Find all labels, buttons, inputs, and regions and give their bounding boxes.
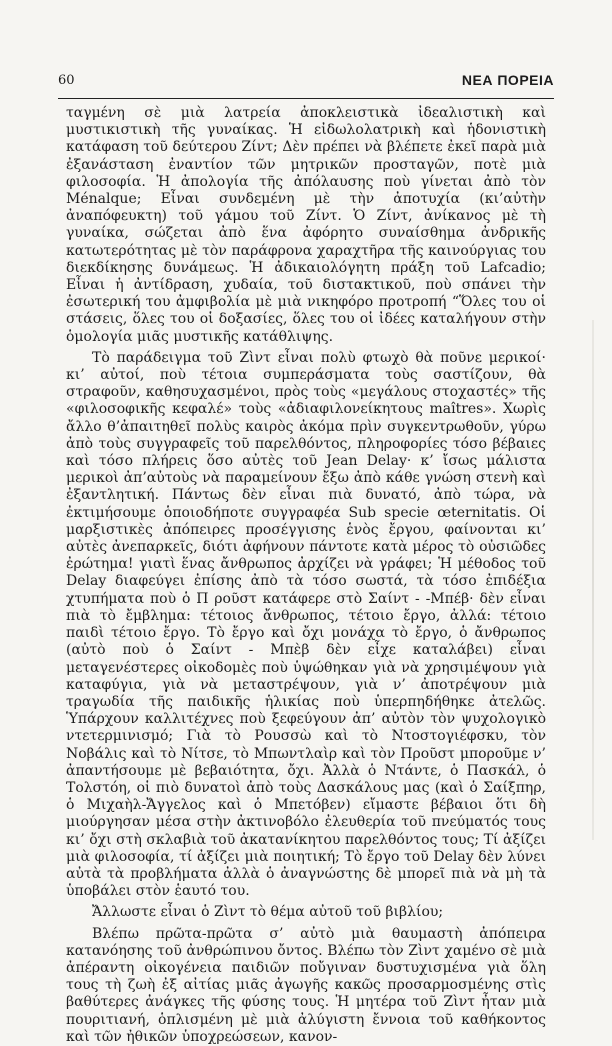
paragraph-3: Ἄλλωστε εἶναι ὁ Ζὶντ τὸ θέμα αὐτοῦ τοῦ βιβλίου; xyxy=(92,904,444,921)
journal-title: ΝΕΑ ΠΟΡΕΙΑ xyxy=(461,72,554,88)
article-body xyxy=(66,105,546,1046)
paragraph-2: Τὸ παράδειγμα τοῦ Ζὶντ εἶναι πολὺ φτωχὸ θὰ ποῦνε μερικοί· κι’ αὐτοί, ποὺ τέτοια συμπεράσματα τοὺς σαστίζουν, θὰ στραφοῦν, καθησυχασμένοι, πρὸς τοὺς «μεγάλους στοχαστές» τῆς «φιλοσοφικῆς κεφαλέ» τοὺς «ἀδιαφιλονείκητους maîtres». Χωρὶς ἄλλο θ’ἀπαιτηθεῖ πολὺς καιρὸς ἀκόμα πρὶν συγκεντρωθοῦν, γύρω ἀπὸ τοὺς συγγραφεῖς τοῦ παρελθόντος, πληροφορίες τόσο βέβαιες καὶ τόσο πλήρεις ὅσο αὐτὲς τοῦ Jean Delay· κ’ ἴσως μάλιστα μερικοὶ ἀπ’αὐτοὺς νὰ παραμείνουν ἔξω ἀπὸ κάθε γνώση στενὴ καὶ ἐξαντλητική. Πάντως δὲν εἶναι πιὰ δυνατό, ἀπὸ τώρα, νὰ ἐκτιμήσουμε ὁποιοδήποτε συγγραφέα Sub specie œternitatis. Οἱ μαρξιστικὲς ἀπόπειρες προσέγγισης ἑνὸς ἔργου, φαίνονται κι’ αὐτὲς ἀνεπαρκεῖς, διότι ἀφήνουν πάντοτε κατὰ μέρος τὸ οὐσιῶδες ἐρώτημα! γιατὶ ἕνας ἄνθρωπος ἀρχίζει νὰ γράφει; Ἡ μέθοδος τοῦ Delay διαφεύγει ἐπίσης ἀπὸ τὰ τόσο σωστά, τὰ τόσο ἐπιδέξια χτυπήματα ποὺ ὁ Π ροῦστ κατάφερε στὸ Σαίντ - -Μπέβ· δὲν εἶναι πιὰ τὸ ἔμβλημα: τέτοιος ἄνθρωπος, τέτοιο ἔργο, ἀλλά: τέτοιο παιδὶ τέτοιο ἔργο. Τὸ ἔργο καὶ ὄχι μονάχα τὸ ἔργο, ὁ ἄνθρωπος (αὐτὸ ποὺ ὁ Σαίντ - Μπὲβ δὲν εἶχε καταλάβει) εἶναι μεταγενέστερες οἰκοδομὲς ποὺ ὑψώθηκαν γιὰ νὰ χρησιμέψουν γιὰ καταφύγια, γιὰ νὰ μεταστρέψουν, γιὰ ν’ ἀποτρέψουν μιὰ τραγωδία τῆς παιδικῆς ἡλικίας ποὺ ὑπερπηδήθηκε ἀτελῶς. Ὑπάρχουν καλλιτέχνες ποὺ ξεφεύγουν ἀπ’ αὐτὸν τὸν ψυχολογικὸ ντετερμινισμό; Γιὰ τὸ Ρουσσὼ καὶ τὸ Ντοστογιέφσκυ, τὸν Νοβάλις καὶ τὸ Νίτσε, τὸ Μπωντλαὶρ καὶ τὸν Προῦστ μποροῦμε ν’ ἀπαντήσουμε μὲ βεβαιότητα, ὄχι. Ἀλλὰ ὁ Ντάντε, ὁ Πασκάλ, ὁ Τολστόη, οἱ πιὸ δυνατοὶ ἀπὸ τοὺς Δασκάλους μας (καὶ ὁ Σαίξπηρ, ὁ Μιχαὴλ-Ἄγγελος καὶ ὁ Μπετόβεν) εἴμαστε βέβαιοι ὅτι δὴ μιούργησαν μέσα στὴν ἀκτινοβόλο ἐλευθερία τοῦ πνεύματός τους κι’ ὄχι στὴ σκλαβιὰ τοῦ ἀκατανίκητου παρελθόντος τους; Τί ἀξίζει μιὰ φιλοσοφία, τί ἀξίζει μιὰ ποιητική; Τὸ ἔργο τοῦ Delay δὲν λύνει αὐτὰ τὰ προβλήματα ἀλλὰ ὁ ἀναγνώστης δὲ μπορεῖ πιὰ νὰ μὴ τὰ ὑποβάλει στὸν ἑαυτό του. xyxy=(66,349,546,900)
paragraph-1: ταγμένη σὲ μιὰ λατρεία ἀποκλειστικὰ ἰδεαλιστικὴ καὶ μυστικιστικὴ τῆς γυναίκας. Ἡ εἰδωλολατρικὴ καὶ ἡδονιστικὴ κατάφαση τοῦ δεύτερου Ζίντ; Δὲν πρέπει νὰ βλέπετε ἐκεῖ παρὰ μιὰ ἐξανάσταση ἐναντίον τῶν μητρικῶν προσταγῶν, ποτὲ μιὰ φιλοσοφία. Ἡ ἀπολογία τῆς ἀπόλαυσης ποὺ γίνεται ἀπὸ τὸν Ménalque; Εἶναι συνδεμένη μὲ τὴν ἀποτυχία (κι’αὐτὴν ἀναπόφευκτη) τοῦ γάμου τοῦ Ζίντ. Ὁ Ζίντ, ἀνίκανος μὲ τὴ γυναίκα, σώζεται ἀπὸ ἕνα ἀφόρητο συναίσθημα ἀνδρικῆς κατωτερότητας μὲ τὸν παράφρονα χαραχτῆρα τῆς καινούργιας του διεκδίκησης δυνάμεως. Ἡ ἀδικαιολόγητη πράξη τοῦ Lafcadio; Εἶναι ἡ ἀντίδραση, χυδαία, τοῦ διστακτικοῦ, ποὺ σπάνει τὴν ἐσωτερική του ἀμφιβολία μὲ μιὰ νικηφόρο προτροπή “Ὅλες του οἱ στάσεις, ὅλες του οἱ δοξασίες, ὅλες του οἱ ἰδέες καταλήγουν στὴν ὁμολογία μιᾶς μυστικῆς κατάθλιψης. xyxy=(66,105,546,345)
page-number: 60 xyxy=(58,73,75,88)
scan-shadow xyxy=(592,320,594,840)
header-rule xyxy=(58,98,554,99)
paragraph-4: Βλέπω πρῶτα-πρῶτα σ’ αὐτὸ μιὰ θαυμαστὴ ἀπόπειρα κατανόησης τοῦ ἀνθρώπινου ὄντος. Βλέπω τὸν Ζὶντ χαμένο σὲ μιὰ ἀπέραντη οἰκογένεια παιδιῶν ποὔγιναν δυστυχισμένα γιὰ ὅλη τους τὴ ζωὴ ἐξ αἰτίας μιᾶς ἀγωγῆς κακῶς προσαρμοσμένης στὶς βαθύτερες ἀνάγκες τῆς φύσης τους. Ἡ μητέρα τοῦ Ζὶντ ἦταν μιὰ πουριτιανή, ὁπλισμένη μὲ μιὰ ἀλύγιστη ἔννοια τοῦ καθήκοντος καὶ τῶν ἠθικῶν ὑποχρεώσεων, κανον- xyxy=(66,925,546,1045)
running-header xyxy=(58,70,554,92)
